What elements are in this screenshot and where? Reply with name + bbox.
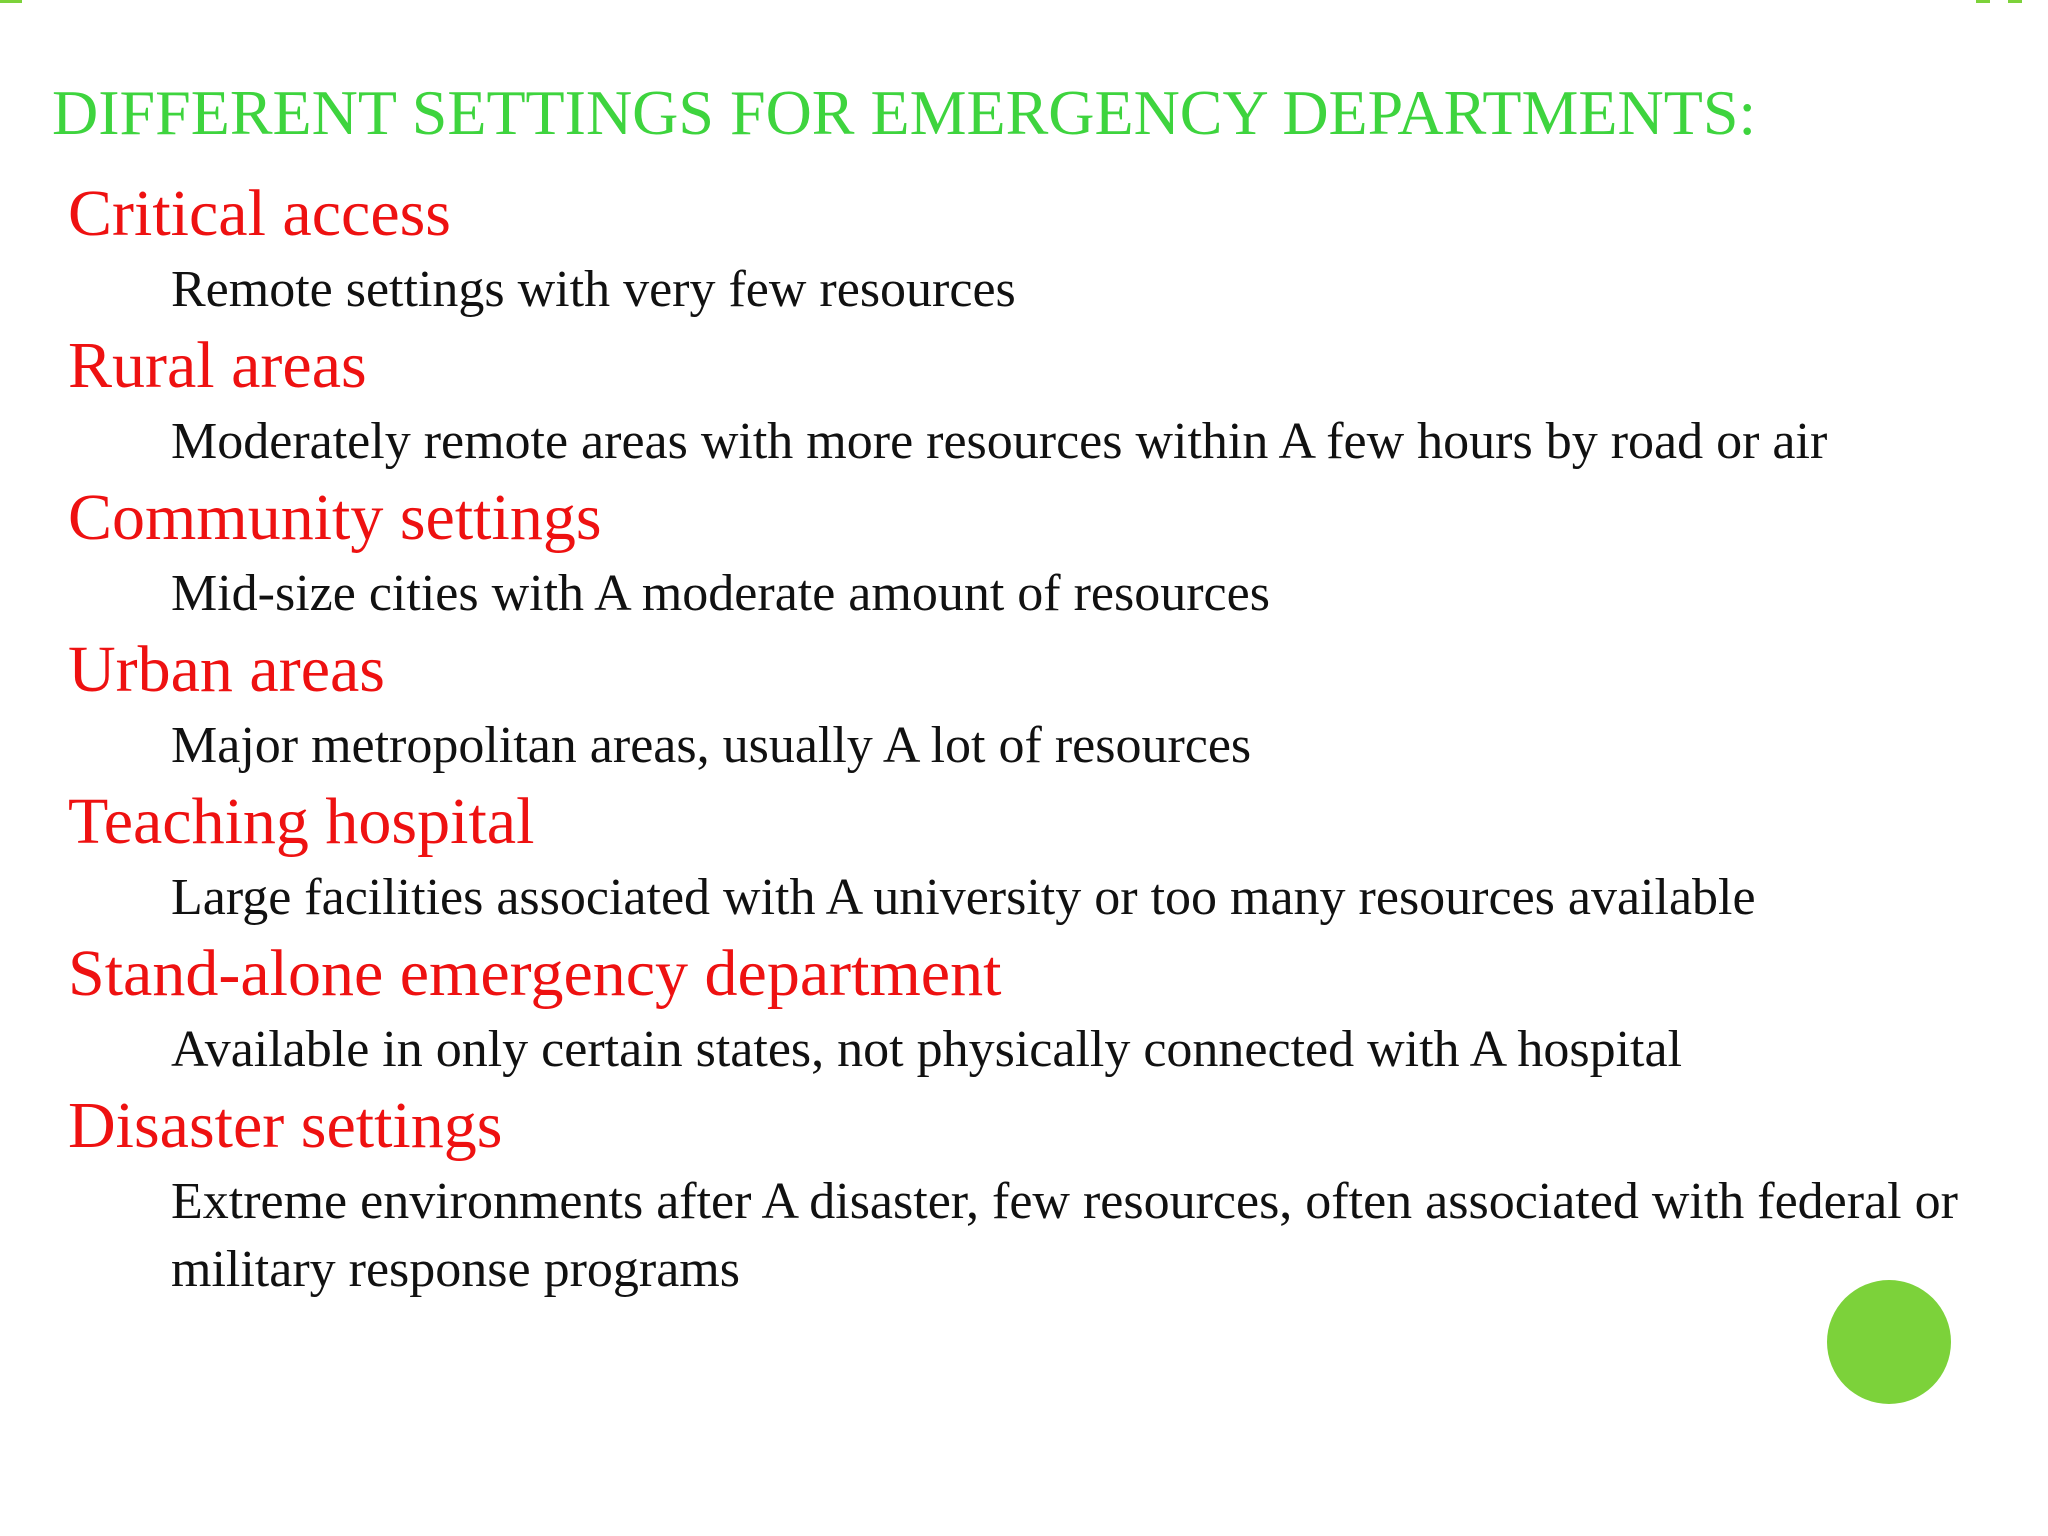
corner-accent-mark xyxy=(2008,0,2022,3)
setting-heading: Stand-alone emergency department xyxy=(68,937,1002,1010)
list-item xyxy=(68,172,1948,324)
list-item xyxy=(68,1084,1958,1304)
setting-heading: Urban areas xyxy=(68,633,385,706)
corner-accent-mark xyxy=(1976,0,1990,3)
list-item xyxy=(68,476,1948,628)
setting-description: Moderately remote areas with more resources within A few hours by road or air xyxy=(171,413,1828,470)
list-item xyxy=(68,780,1948,932)
decorative-green-circle xyxy=(1827,1280,1951,1404)
list-item xyxy=(68,628,1948,780)
setting-heading: Community settings xyxy=(68,481,602,554)
corner-accent-mark xyxy=(0,0,22,3)
setting-description: Extreme environments after A disaster, few resources, often associated with federal or military response programs xyxy=(171,1173,1958,1298)
setting-description: Major metropolitan areas, usually A lot of resources xyxy=(171,717,1252,774)
setting-heading: Rural areas xyxy=(68,329,367,402)
setting-heading: Disaster settings xyxy=(68,1089,503,1162)
settings-list xyxy=(68,172,1958,1304)
setting-description: Available in only certain states, not physically connected with A hospital xyxy=(171,1021,1683,1078)
setting-description: Large facilities associated with A university or too many resources available xyxy=(171,869,1756,926)
slide-title: DIFFERENT SETTINGS FOR EMERGENCY DEPARTMENTS: xyxy=(52,77,1757,148)
setting-description: Remote settings with very few resources xyxy=(171,261,1016,318)
list-item xyxy=(68,324,1948,476)
list-item xyxy=(68,932,1948,1084)
setting-heading: Critical access xyxy=(68,177,451,250)
setting-heading: Teaching hospital xyxy=(68,785,535,858)
setting-description: Mid-size cities with A moderate amount of resources xyxy=(171,565,1270,622)
